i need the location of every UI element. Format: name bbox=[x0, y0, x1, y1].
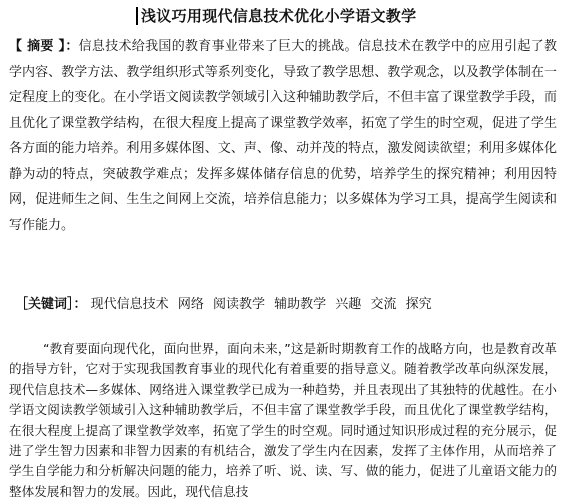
keyword-item: 探究 bbox=[405, 297, 432, 312]
keyword-item: 交流 bbox=[370, 297, 397, 312]
body-paragraph bbox=[9, 339, 557, 502]
keyword-item: 辅助教学 bbox=[274, 297, 327, 312]
document-title: 浅议巧用现代信息技术优化小学语文教学 bbox=[141, 7, 417, 25]
keyword-item: 网络 bbox=[177, 297, 204, 312]
keywords-line bbox=[15, 295, 555, 315]
keywords-label: ［关键词］： bbox=[15, 297, 87, 312]
abstract-label: 【 摘要 】： bbox=[9, 39, 79, 54]
keyword-item: 兴趣 bbox=[335, 297, 362, 312]
text-cursor bbox=[136, 7, 138, 25]
abstract-paragraph bbox=[9, 34, 557, 238]
abstract-text: 信息技术给我国的教育事业带来了巨大的挑战。信息技术在教学中的应用引起了教学内容、教学方法、教学组织形式等系列变化，导致了教学思想、教学观念，以及教学体制在一定程度上的变化。在小学语文阅读教学领域引入这种辅助教学后，不但丰富了课堂教学手段，而且优化了课堂教学结构，在很大程度上提高了课堂教学效率，拓宽了学生的时空观，促进了学生各方面的能力培养。利用多媒体图、文、声、像、动并茂的特点，激发阅读欲望；利用多媒体化静为动的特点，突破教学难点；发挥多媒体储存信息的优势，培养学生的探究精神；利用因特网，促进师生之间、生生之间网上交流，培养信息能力；以多媒体为学习工具，提高学生阅读和写作能力。 bbox=[9, 39, 557, 233]
body-text: “教育要面向现代化，面向世界，面向未来，”这是新时期教育工作的战略方向，也是教育改革的指导方针，它对于实现我国教育事业的现代化有着重要的指导意义。随着教学改革向纵深发展，现代信息技术—多媒体、网络进入课堂教学已成为一种趋势，并且表现出了其独特的优越性。在小学语文阅读教学领域引入这种辅助教学后，不但丰富了课堂教学手段，而且优化了课堂教学结构，在很大程度上提高了课堂教学效率，拓宽了学生的时空观。同时通过知识形成过程的充分展示，促进了学生智力因素和非智力因素的有机结合，激发了学生内在因素，发挥了主体作用，从而培养了学生自学能力和分析解决问题的能力，培养了听、说、读、写、做的能力，促进了儿童语文能力的整体发展和智力的发展。因此，现代信息技 bbox=[9, 341, 557, 499]
keyword-item: 阅读教学 bbox=[212, 297, 265, 312]
keyword-item: 现代信息技术 bbox=[90, 297, 169, 312]
